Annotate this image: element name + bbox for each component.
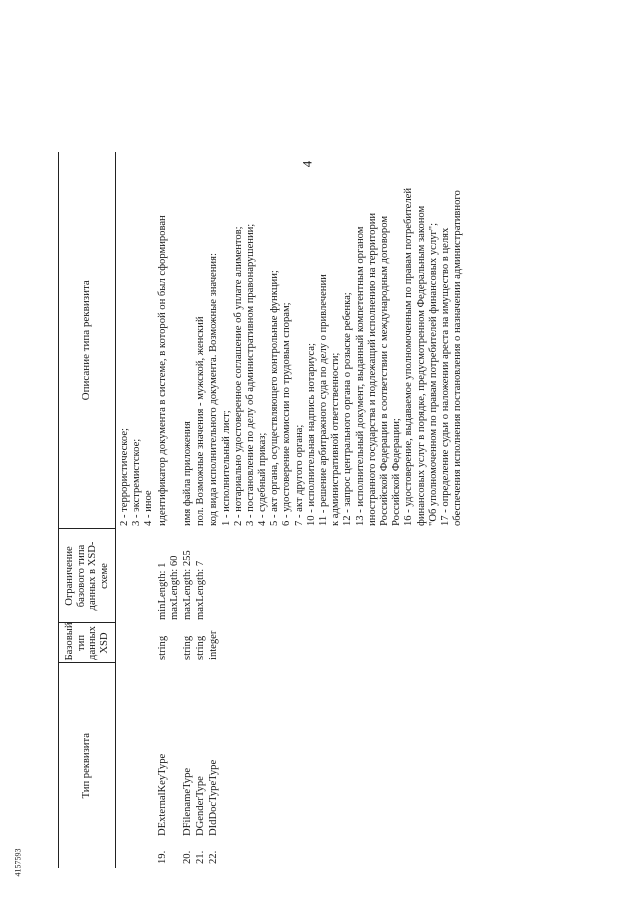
type-name: DExternalKeyType — [156, 753, 168, 836]
table-row-continuation — [116, 152, 156, 868]
desc-line: 1 - исполнительный лист; — [220, 410, 232, 526]
desc-line: финансовых услуг в порядке, предусмотренном Федеральным законом — [415, 205, 427, 526]
desc-line: Российской Федерации в соответствии с международным договором — [378, 215, 390, 526]
limit-cell — [181, 529, 194, 623]
table-row — [181, 152, 194, 868]
description-cell — [207, 152, 464, 529]
limit-cell — [194, 529, 207, 623]
limit-cell — [156, 529, 181, 623]
row-number: 21. — [195, 850, 207, 864]
limit-line: maxLength: 255 — [181, 550, 193, 620]
desc-line: имя файла приложения — [181, 421, 193, 526]
type-cell — [156, 663, 181, 868]
desc-line: к административной ответственности; — [330, 352, 342, 526]
type-name: DIdDocTypeType — [208, 759, 220, 836]
rotated-table-container — [58, 152, 564, 868]
type-name: DFilenameType — [181, 767, 193, 836]
type-cell — [181, 663, 194, 868]
desc-line: пол. Возможные значения - мужской, женский — [195, 316, 207, 526]
limit-line: maxLength: 60 — [168, 555, 180, 620]
row-number: 19. — [156, 850, 168, 864]
base-type-cell: string — [195, 635, 207, 660]
desc-line: 7 - акт другого органа; — [293, 424, 305, 526]
base-type-cell: string — [181, 635, 193, 660]
header-base-type: Базовый тип данных XSD — [59, 623, 116, 663]
base-type-cell: integer — [208, 630, 220, 660]
row-number: 20. — [181, 850, 193, 864]
document-id: 4157593 — [13, 848, 23, 877]
desc-line: Российской Федерации; — [391, 418, 403, 526]
header-limit: Ограничение базового типа данных в XSD-схеме — [59, 529, 116, 623]
base-type-cell: string — [156, 635, 168, 660]
table-row — [194, 152, 207, 868]
desc-line: 16 - удостоверение, выдаваемое уполномоченным по правам потребителей — [403, 188, 415, 526]
limit-line: minLength: 1 — [156, 562, 168, 620]
desc-line: 6 - удостоверение комиссии по трудовым спорам; — [281, 302, 293, 526]
limit-cell — [207, 529, 464, 623]
description-cell — [181, 152, 194, 529]
desc-line: идентификатор документа в системе, в которой он был сформирован — [156, 215, 168, 526]
desc-line: 2 - нотариально удостоверенное соглашение об уплате алиментов; — [232, 226, 244, 526]
type-cell — [207, 663, 464, 868]
desc-line: "Об уполномоченном по правам потребителей финансовых услуг"; — [427, 222, 439, 526]
header-type: Тип реквизита — [59, 663, 116, 868]
desc-line: 3 - постановление по делу об административном правонарушении; — [244, 223, 256, 526]
type-cell — [194, 663, 207, 868]
desc-line: 5 - акт органа, осуществляющего контрольные функции; — [269, 270, 281, 526]
header-description: Описание типа реквизита — [59, 152, 116, 529]
desc-line: 12 - запрос центрального органа о розыске ребенка; — [342, 292, 354, 526]
desc-line: 3 - экстремистское; — [131, 438, 143, 526]
continuation-description — [116, 152, 156, 529]
row-number: 22. — [208, 850, 220, 864]
limit-line: maxLength: 7 — [195, 560, 207, 620]
page-number: 4 — [299, 160, 315, 168]
table-row — [156, 152, 181, 868]
desc-line: 4 - судебный приказ; — [257, 432, 269, 526]
description-cell — [194, 152, 207, 529]
type-name: DGenderType — [195, 776, 207, 836]
table-header-row — [59, 152, 116, 868]
desc-line: 11 - решение арбитражного суда по делу о привлечении — [318, 274, 330, 526]
description-cell — [156, 152, 181, 529]
desc-line: код вида исполнительного документа. Возможные значения: — [208, 253, 220, 526]
desc-line: обеспечения исполнения постановления о назначении административного — [452, 190, 464, 526]
requisite-types-table — [58, 152, 464, 868]
desc-line: иностранного государства и подлежащий исполнению на территории — [366, 212, 378, 526]
desc-line: 4 - иное — [143, 490, 155, 526]
desc-line: 2 - террористическое; — [119, 428, 130, 526]
desc-line: 13 - исполнительный документ, выданный компетентным органом — [354, 226, 366, 526]
desc-line: 10 - исполнительная надпись нотариуса; — [305, 343, 317, 526]
desc-line: 17 - определение судьи о наложении ареста на имущество в целях — [439, 227, 451, 526]
table-row — [207, 152, 464, 868]
